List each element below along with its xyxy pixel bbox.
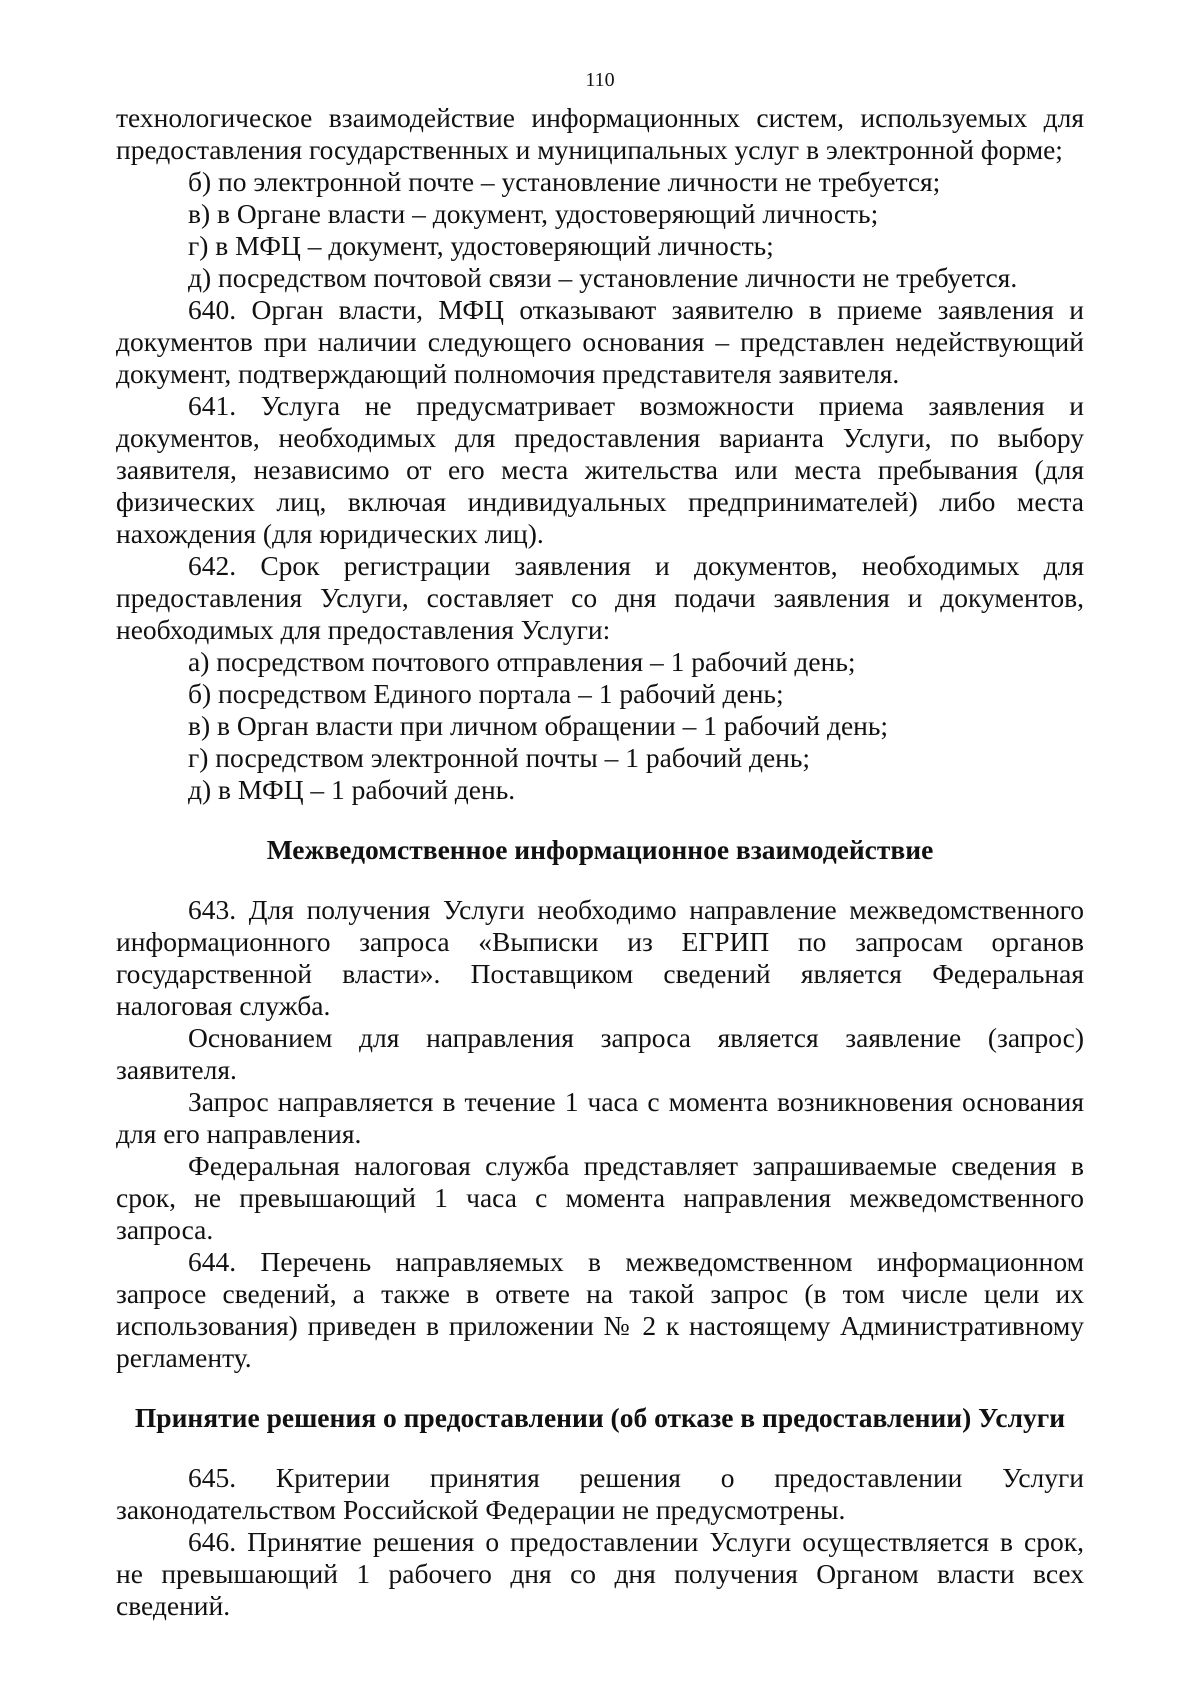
paragraph-fns-response: Федеральная налоговая служба представляет запрашиваемые сведения в срок, не превышающий 1 часа с момента направления межведомственного запроса.: [116, 1150, 1084, 1245]
list-item-b-portal: б) посредством Единого портала – 1 рабочий день;: [188, 678, 784, 709]
list-item-v-in-person: в) в Орган власти при личном обращении – 1 рабочий день;: [188, 710, 889, 741]
page-number: 110: [585, 69, 615, 91]
paragraph-643: 643. Для получения Услуги необходимо направление межведомственного информационного запроса «Выписки из ЕГРИП по запросам органов государственной власти». Поставщиком сведений является Федеральная налоговая служба.: [116, 894, 1084, 1021]
paragraph-640: 640. Орган власти, МФЦ отказывают заявителю в приеме заявления и документов при наличии следующего основания – представлен недействующий документ, подтверждающий полномочия представителя заявителя.: [116, 294, 1084, 389]
paragraph-642: 642. Срок регистрации заявления и документов, необходимых для предоставления Услуги, составляет со дня подачи заявления и документов, необходимых для предоставления Услуги:: [116, 550, 1084, 645]
paragraph-644: 644. Перечень направляемых в межведомственном информационном запросе сведений, а также в ответе на такой запрос (в том числе цели их использования) приведен в приложении № 2 к настоящему Административному регламенту.: [116, 1246, 1084, 1373]
list-item-a-postal: а) посредством почтового отправления – 1 рабочий день;: [188, 646, 856, 677]
paragraph-request-basis: Основанием для направления запроса является заявление (запрос) заявителя.: [116, 1022, 1084, 1085]
list-item-d-post: д) посредством почтовой связи – установление личности не требуется.: [188, 262, 1018, 293]
paragraph-646: 646. Принятие решения о предоставлении Услуги осуществляется в срок, не превышающий 1 рабочего дня со дня получения Органом власти всех сведений.: [116, 1526, 1084, 1621]
list-item-b-email: б) по электронной почте – установление личности не требуется;: [188, 166, 941, 197]
paragraph-continuation: технологическое взаимодействие информационных систем, используемых для предоставления государственных и муниципальных услуг в электронной форме;: [116, 102, 1084, 165]
paragraph-request-timing: Запрос направляется в течение 1 часа с момента возникновения основания для его направления.: [116, 1086, 1084, 1149]
list-item-g-mfc: г) в МФЦ – документ, удостоверяющий личность;: [188, 230, 774, 261]
list-item-g-email: г) посредством электронной почты – 1 рабочий день;: [188, 742, 811, 773]
list-item-d-mfc: д) в МФЦ – 1 рабочий день.: [188, 774, 516, 805]
paragraph-641: 641. Услуга не предусматривает возможности приема заявления и документов, необходимых для предоставления варианта Услуги, по выбору заявителя, независимо от его места жительства или места пребывания (для физических лиц, включая индивидуальных предпринимателей) либо места нахождения (для юридических лиц).: [116, 390, 1084, 549]
section-heading-interagency: Межведомственное информационное взаимодействие: [266, 834, 934, 865]
section-heading-decision: Принятие решения о предоставлении (об отказе в предоставлении) Услуги: [134, 1402, 1066, 1433]
paragraph-645: 645. Критерии принятия решения о предоставлении Услуги законодательством Российской Федерации не предусмотрены.: [116, 1462, 1084, 1525]
list-item-v-authority: в) в Органе власти – документ, удостоверяющий личность;: [188, 198, 879, 229]
